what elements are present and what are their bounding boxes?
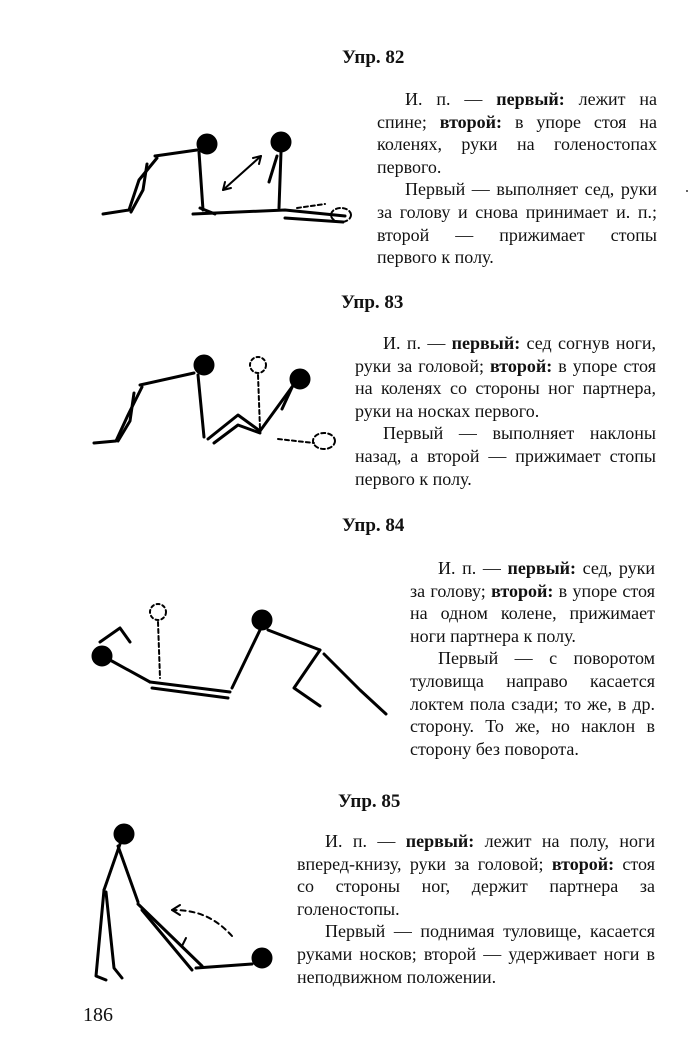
exercise-85-illustration	[82, 818, 282, 990]
text-run: в упоре стоя на коленях, руки на голеностопах первого.	[377, 111, 657, 177]
exercise-82-title: Упр. 82	[342, 47, 405, 68]
exercise-82-start-position	[377, 88, 657, 178]
exercise-84-illustration	[80, 598, 392, 720]
text-run: лежит на спине;	[377, 89, 658, 132]
exercise-83-description: Первый — выполняет наклоны назад, а второй — прижимает стопы первого к полу.	[355, 423, 656, 489]
exercise-84-text	[410, 557, 655, 760]
text-run: стоя со стороны ног, держит партнера за голеностопы.	[297, 853, 655, 919]
exercise-84-title: Упр. 84	[342, 515, 405, 536]
text-run: И. п. —	[438, 558, 508, 578]
role-label: второй:	[491, 580, 554, 601]
print-speck	[686, 190, 688, 192]
role-label: второй:	[489, 355, 553, 376]
exercise-82-description: Первый — выполняет сед, руки за голову и снова принимает и. п.; второй — прижимает стопы первого к полу.	[377, 179, 657, 268]
exercise-83-title: Упр. 83	[341, 292, 404, 313]
exercise-85-text	[297, 830, 655, 988]
exercise-82-illustration	[85, 120, 360, 235]
text-run: лежит на полу, ноги вперед-книзу, руки за головой;	[297, 831, 655, 874]
role-label: второй:	[439, 111, 503, 132]
role-label: первый:	[405, 831, 475, 851]
exercise-85-description: Первый — поднимая туловище, касается руками носков; второй — удерживает ноги в неподвижном положении.	[297, 921, 655, 987]
exercise-83-text	[355, 332, 656, 490]
text-run: в упоре стоя на одном колене, прижимает ноги партнера к полу.	[410, 580, 655, 646]
page-number: 186	[83, 1004, 113, 1026]
text-run: сед, руки за голову;	[410, 558, 655, 601]
text-run: И. п. —	[383, 333, 452, 353]
exercise-83-illustration	[88, 345, 348, 470]
text-run: сед согнув ноги, руки за головой;	[355, 333, 656, 376]
exercise-84-description: Первый — с поворотом туловища направо касается локтем пола сзади; то же, в др. сторону. То же, но наклон в сторону без поворота.	[410, 648, 655, 759]
text-run: И. п. —	[325, 831, 406, 851]
role-label: первый:	[451, 333, 521, 353]
exercise-85-title: Упр. 85	[338, 791, 401, 812]
role-label: первый:	[496, 89, 565, 109]
exercise-84-start-position	[410, 557, 655, 647]
text-run: в упоре стоя на коленях со стороны ног партнера, руки на носках первого.	[355, 355, 656, 421]
exercise-82-text	[377, 88, 657, 269]
role-label: второй:	[551, 853, 615, 874]
exercise-85-start-position	[297, 830, 655, 920]
exercise-83-start-position	[355, 332, 656, 422]
text-run: И. п. —	[405, 89, 497, 109]
role-label: первый:	[507, 558, 576, 578]
